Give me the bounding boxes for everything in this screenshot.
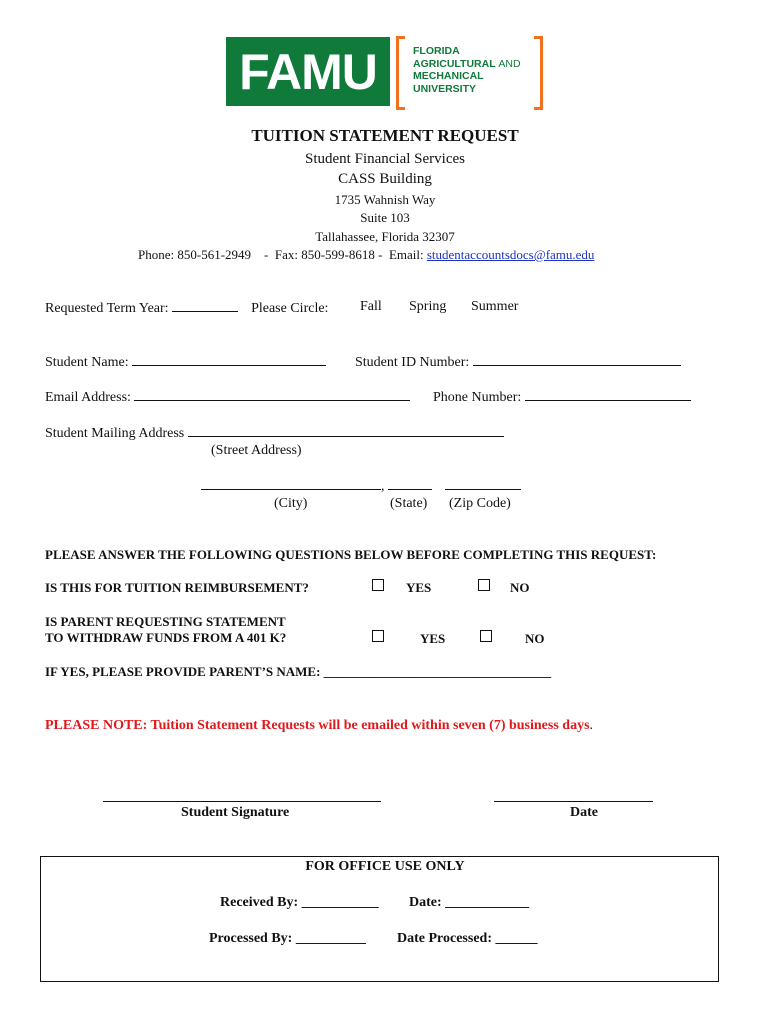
student-name-row <box>45 353 326 371</box>
reimbursement-no-checkbox[interactable] <box>478 579 490 591</box>
student-id-field[interactable] <box>473 353 681 366</box>
processing-note <box>45 716 593 734</box>
term-year-label: Requested Term Year: <box>45 301 169 316</box>
zip-field[interactable] <box>445 477 521 490</box>
state-field[interactable] <box>388 477 432 490</box>
401k-yes-label: YES <box>420 631 446 646</box>
state-caption: (State) <box>390 496 428 511</box>
questions-intro: PLEASE ANSWER THE FOLLOWING QUESTIONS BELOW BEFORE COMPLETING THIS REQUEST: <box>45 547 657 562</box>
phone-label: Phone Number: <box>433 390 522 405</box>
term-spring[interactable]: Spring <box>409 299 447 314</box>
email-link[interactable]: studentaccountsdocs@famu.edu <box>426 247 595 262</box>
street-address: 1735 Wahnish Way <box>334 192 436 207</box>
401k-no-checkbox[interactable] <box>480 630 492 642</box>
office-use-title: FOR OFFICE USE ONLY <box>305 859 465 874</box>
mailing-label: Student Mailing Address <box>45 426 185 441</box>
logo-line-2 <box>413 58 521 71</box>
mailing-row <box>45 424 504 442</box>
question-reimbursement: IS THIS FOR TUITION REIMBURSEMENT? <box>45 580 309 595</box>
contact-prefix: Phone: 850-561-2949 - Fax: 850-599-8618 - Email: <box>138 247 427 262</box>
logo-line-2b: AND <box>498 57 521 70</box>
reimbursement-yes-checkbox[interactable] <box>372 579 384 591</box>
zip-caption: (Zip Code) <box>449 496 511 511</box>
date-processed-field[interactable]: Date Processed: ______ <box>397 931 538 946</box>
street-field[interactable] <box>188 424 504 437</box>
city-caption: (City) <box>274 496 308 511</box>
date-signature-line[interactable] <box>494 801 653 802</box>
parent-name-line[interactable]: IF YES, PLEASE PROVIDE PARENT’S NAME: ___________________________________ <box>45 664 552 679</box>
famu-wordmark: FAMU <box>239 43 377 100</box>
city-field[interactable] <box>201 477 381 490</box>
city-state-zip: Tallahassee, Florida 32307 <box>315 229 455 244</box>
student-name-field[interactable] <box>132 353 326 366</box>
student-id-row <box>355 353 681 371</box>
email-field[interactable] <box>134 388 410 401</box>
date-signature-label: Date <box>570 805 598 820</box>
phone-row <box>433 388 691 406</box>
contact-line <box>138 247 594 263</box>
city-state-zip-row <box>201 477 521 495</box>
page-title: TUITION STATEMENT REQUEST <box>251 126 519 145</box>
term-fall[interactable]: Fall <box>360 299 382 314</box>
401k-yes-checkbox[interactable] <box>372 630 384 642</box>
401k-no-label: NO <box>525 631 545 646</box>
student-signature-line[interactable] <box>103 801 381 802</box>
processing-note-period: . <box>589 718 594 733</box>
term-year-field[interactable] <box>172 299 238 312</box>
logo-left-bracket <box>396 36 405 110</box>
processed-by-field[interactable]: Processed By: __________ <box>209 931 366 946</box>
building-name: CASS Building <box>338 171 432 187</box>
suite: Suite 103 <box>360 210 410 225</box>
reimbursement-no-label: NO <box>510 580 530 595</box>
logo-university-name <box>413 45 521 95</box>
student-id-label: Student ID Number: <box>355 355 470 370</box>
term-summer[interactable]: Summer <box>471 299 519 314</box>
comma: , <box>381 479 385 494</box>
email-label: Email Address: <box>45 390 131 405</box>
student-signature-label: Student Signature <box>181 805 290 820</box>
phone-field[interactable] <box>525 388 691 401</box>
received-date-field[interactable]: Date: ____________ <box>409 895 530 910</box>
logo-right-bracket <box>534 36 543 110</box>
question-401k-line-1: IS PARENT REQUESTING STATEMENT <box>45 614 286 629</box>
reimbursement-yes-label: YES <box>406 580 432 595</box>
question-401k-line-2: TO WITHDRAW FUNDS FROM A 401 K? <box>45 630 287 645</box>
logo-line-2a: AGRICULTURAL <box>413 57 496 70</box>
logo-line-4: UNIVERSITY <box>413 82 477 95</box>
received-by-field[interactable]: Received By: ___________ <box>220 895 379 910</box>
circle-label: Please Circle: <box>251 301 329 316</box>
term-row <box>45 299 328 317</box>
famu-logo-box <box>226 37 390 106</box>
street-caption: (Street Address) <box>211 443 302 458</box>
logo-line-3: MECHANICAL <box>413 70 484 82</box>
processing-note-text: PLEASE NOTE: Tuition Statement Requests will be emailed within seven (7) business days <box>45 718 590 733</box>
office-name: Student Financial Services <box>305 151 465 167</box>
logo-line-1: FLORIDA <box>413 45 460 57</box>
student-name-label: Student Name: <box>45 355 129 370</box>
email-row <box>45 388 410 406</box>
